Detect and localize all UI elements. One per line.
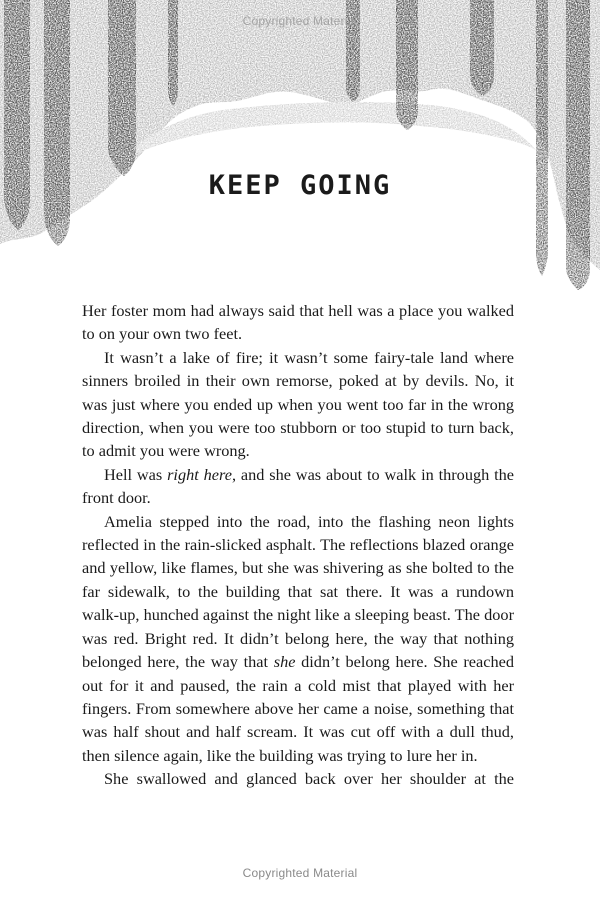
text-run: , and she was about to walk in through the front door. [82, 464, 514, 508]
paragraph: She swallowed and glanced back over her shoulder at the [104, 769, 514, 789]
paragraph: Her foster mom had always said that hell was a place you walked to on your own two feet. [82, 301, 514, 344]
paragraph [82, 463, 514, 510]
paragraph [82, 510, 514, 767]
text-run: didn’t belong here. She reached out for it and paused, the rain a cold mist that played with her fingers. From somewhere above her came a noise, something that was half shout and half scream. It was cut off with a dull thud, then silence again, like the building was trying to lure her in. [82, 652, 514, 765]
text-run: Amelia stepped into the road, into the flashing neon lights reflected in the rain-slicked asphalt. The reflections blazed orange and yellow, like flames, but she was shivering as she bolted to the far sidewalk, to the building that sat there. It was a rundown walk-up, hunched against the night like a sleeping beast. The door was red. Bright red. It didn’t belong here, the way that nothing belonged here, the way that [82, 511, 514, 672]
drip-2 [44, 0, 70, 246]
paragraph: It wasn’t a lake of fire; it wasn’t some fairy-tale land where sinners broiled in their own remorse, poked at by devils. No, it was just where you ended up when you went too far in the wrong direction, when you were too stubborn or too stupid to turn back, to admit you were wrong. [82, 347, 514, 461]
italic-text: right here [167, 464, 232, 484]
watermark-top: Copyrighted Material [242, 14, 358, 28]
drip-9 [566, 0, 590, 290]
chapter-body-text [82, 299, 514, 791]
italic-text: she [273, 652, 296, 672]
drip-8 [536, 0, 548, 276]
rain-drip-header-illustration [0, 0, 600, 300]
watermark-bottom: Copyrighted Material [242, 866, 358, 880]
chapter-title: KEEP GOING [208, 170, 392, 201]
text-run: Hell was [104, 464, 168, 484]
